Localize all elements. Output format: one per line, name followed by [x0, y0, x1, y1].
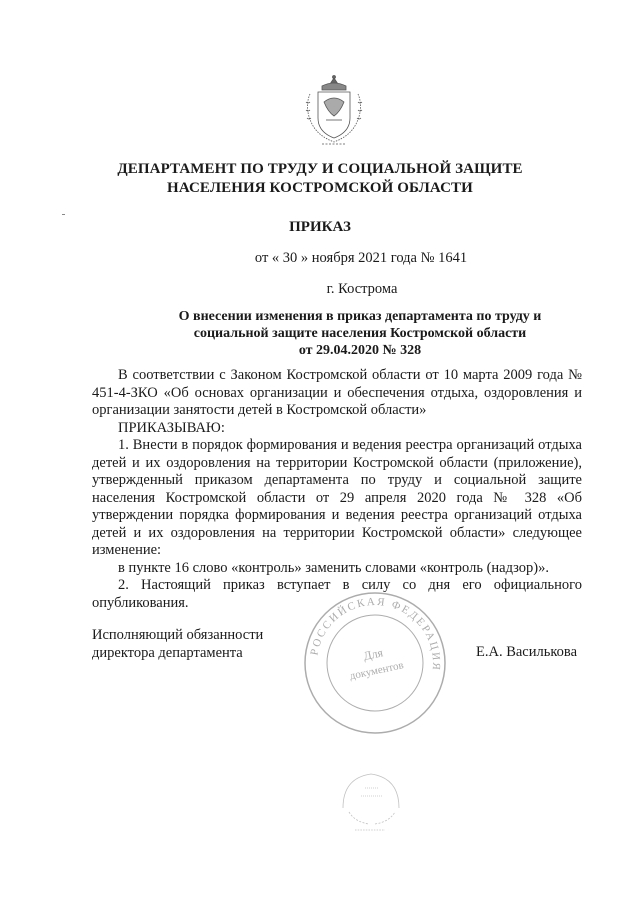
- order-title: ПРИКАЗ: [289, 219, 351, 235]
- department-title-line2: НАСЕЛЕНИЯ КОСТРОМСКОЙ ОБЛАСТИ: [167, 180, 473, 196]
- body-paragraph-item-1: 1. Внести в порядок формирования и ведения реестра организаций отдыха детей и их оздоровления на территории Костромской области (приложение), утвержденный приказом департамента по труду и социальной защите населения Костромской области от 29 апреля 2020 года № 328 «Об утверждении порядка формирования и ведения реестра организаций отдыха детей и их оздоровления на территории Костромской области» следующее изменение:: [92, 437, 582, 558]
- body-paragraph-order-word: ПРИКАЗЫВАЮ:: [118, 419, 225, 436]
- order-body: [92, 367, 582, 612]
- bottom-stamp-mark: [335, 768, 405, 848]
- department-title-line1: ДЕПАРТАМЕНТ ПО ТРУДУ И СОЦИАЛЬНОЙ ЗАЩИТЕ: [117, 161, 523, 177]
- order-subject-line1: О внесении изменения в приказ департамента по труду и: [178, 309, 542, 324]
- seal-ring-text: РОССИЙСКАЯ ФЕДЕРАЦИЯ: [308, 595, 443, 673]
- signatory-position-line1: Исполняющий обязанности: [92, 627, 264, 643]
- body-paragraph-change: в пункте 16 слово «контроль» заменить словами «контроль (надзор)».: [118, 559, 550, 576]
- official-seal: [300, 588, 450, 738]
- body-paragraph-item-2: 2. Настоящий приказ вступает в силу со дня его официального опубликования.: [92, 577, 582, 611]
- order-subject-line2: социальной защите населения Костромской области: [193, 326, 527, 341]
- order-date: от « 30 » ноября 2021 года № 1641: [254, 250, 468, 266]
- seal-center-text-1: Для: [362, 645, 385, 664]
- order-subject-line3: от 29.04.2020 № 328: [298, 343, 422, 358]
- signatory-position: [92, 626, 263, 662]
- seal-center-text-2: документов: [348, 659, 405, 683]
- order-subject: [120, 308, 600, 359]
- signatory-position-line2: директора департамента: [92, 645, 243, 661]
- coat-of-arms-emblem: [292, 72, 376, 152]
- scan-artifact: [62, 214, 65, 215]
- signatory-name: Е.А. Василькова: [476, 644, 578, 660]
- order-city: г. Кострома: [326, 281, 398, 297]
- body-paragraph-basis: В соответствии с Законом Костромской области от 10 марта 2009 года № 451-4-ЗКО «Об основах организации и обеспечения отдыха, оздоровления и организации занятости детей в Костромской области»: [92, 367, 582, 418]
- department-title: [60, 160, 580, 198]
